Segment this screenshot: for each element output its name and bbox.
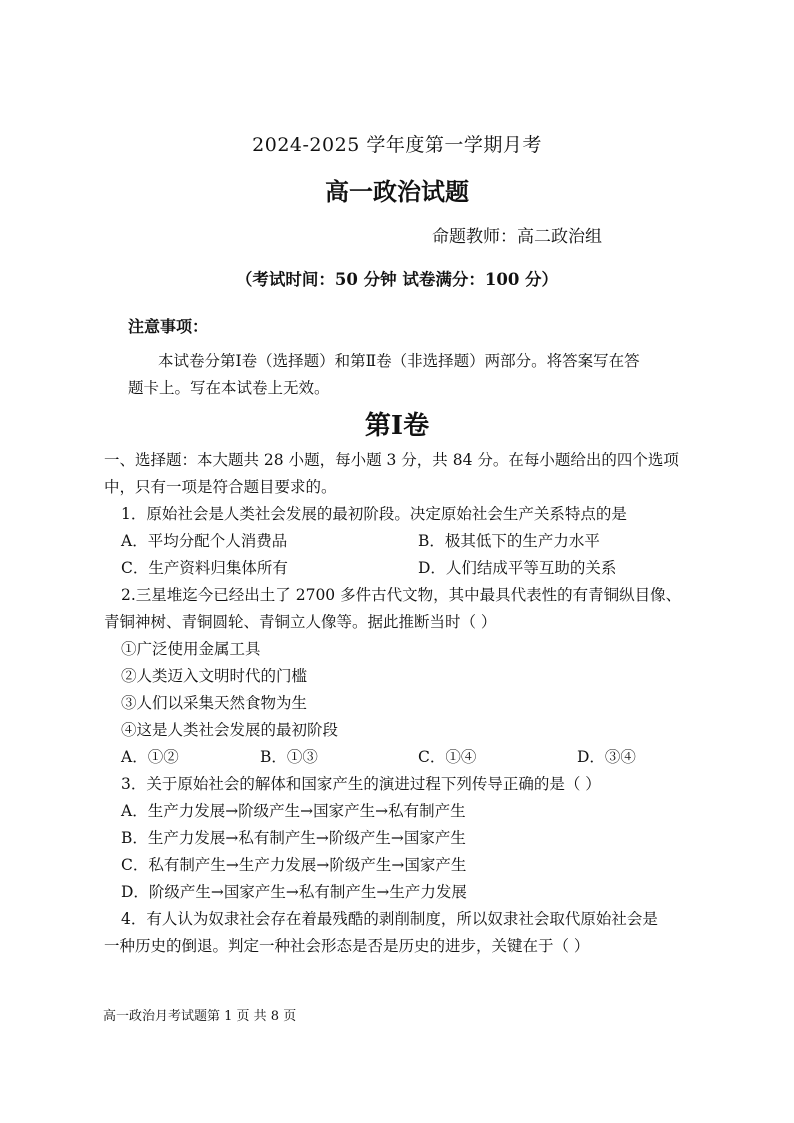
q2-option-d: D．③④ (577, 748, 636, 766)
notice-line-2: 题卡上。写在本试卷上无效。 (128, 379, 330, 397)
q3-option-a: A．生产力发展→阶级产生→国家产生→私有制产生 (121, 802, 466, 820)
exam-year-title: 2024-2025 学年度第一学期月考 (252, 134, 542, 156)
q4-stem-line-2: 一种历史的倒退。判定一种社会形态是否是历史的进步，关键在于（ ） (104, 937, 590, 955)
q4-stem-line-1: 4．有人认为奴隶社会存在着最残酷的剥削制度，所以奴隶社会取代原始社会是 (121, 910, 658, 928)
section-intro-line-1: 一、选择题：本大题共 28 小题，每小题 3 分，共 84 分。在每小题给出的四个选项 (104, 451, 679, 469)
q2-stem-line-2: 青铜神树、青铜圆轮、青铜立人像等。据此推断当时（ ） (104, 613, 497, 631)
q1-option-c: C．生产资料归集体所有 (121, 559, 288, 577)
q2-statement-1: ①广泛使用金属工具 (121, 640, 261, 658)
exam-info: （考试时间：50 分钟 试卷满分：100 分） (235, 270, 559, 289)
notice-title: 注意事项： (128, 317, 209, 336)
q1-option-b: B．极其低下的生产力水平 (418, 532, 600, 550)
q3-option-b: B．生产力发展→私有制产生→阶级产生→国家产生 (121, 829, 466, 847)
q2-statement-3: ③人们以采集天然食物为生 (121, 694, 308, 712)
part-title: 第Ⅰ卷 (364, 411, 430, 441)
notice-line-1: 本试卷分第Ⅰ卷（选择题）和第Ⅱ卷（非选择题）两部分。将答案写在答 (158, 352, 640, 370)
q1-stem: 1．原始社会是人类社会发展的最初阶段。决定原始社会生产关系特点的是 (121, 505, 627, 523)
q3-option-d: D．阶级产生→国家产生→私有制产生→生产力发展 (121, 883, 467, 901)
q3-stem: 3．关于原始社会的解体和国家产生的演进过程下列传导正确的是（ ） (121, 775, 601, 793)
q1-option-d: D．人们结成平等互助的关系 (418, 559, 617, 577)
section-intro-line-2: 中，只有一项是符合题目要求的。 (104, 478, 337, 496)
q2-statement-2: ②人类迈入文明时代的门槛 (121, 667, 308, 685)
q3-option-c: C．私有制产生→生产力发展→阶级产生→国家产生 (121, 856, 467, 874)
exam-main-title: 高一政治试题 (325, 177, 469, 206)
q2-statement-4: ④这是人类社会发展的最初阶段 (121, 721, 339, 739)
page-footer: 高一政治月考试题第 1 页 共 8 页 (103, 1009, 297, 1024)
q1-option-a: A．平均分配个人消费品 (121, 532, 288, 550)
q2-stem-line-1: 2.三星堆迄今已经出土了 2700 多件古代文物，其中最具代表性的有青铜纵目像、 (121, 586, 682, 604)
q2-option-b: B．①③ (260, 748, 318, 766)
q2-option-a: A．①② (121, 748, 179, 766)
teacher-line: 命题教师：高二政治组 (432, 227, 602, 247)
q2-option-c: C．①④ (418, 748, 477, 766)
